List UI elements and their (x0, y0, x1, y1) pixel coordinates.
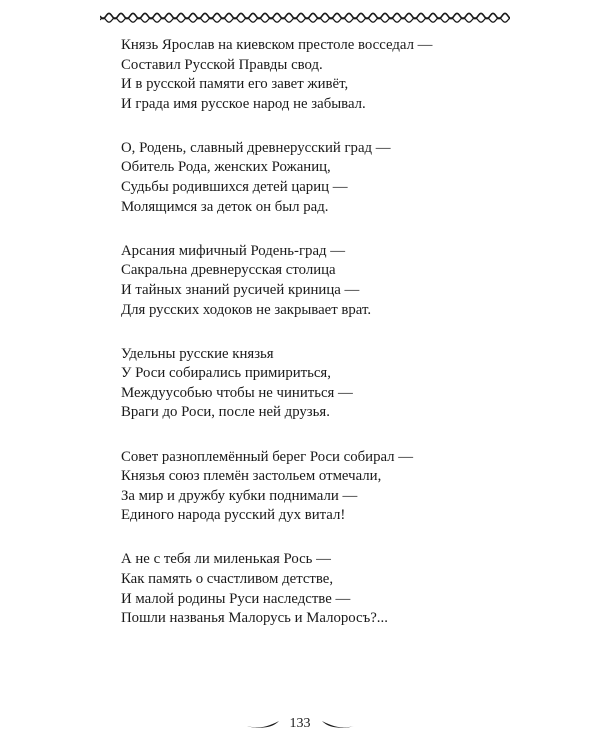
poem-line: И тайных знаний русичей криница — (121, 281, 360, 298)
poem-line: И в русской памяти его завет живёт, (121, 76, 349, 93)
stanza (121, 345, 521, 423)
poem-line: Составил Русской Правды свод. (121, 56, 323, 73)
poem-line: Сакральна древнерусская столица (121, 262, 336, 279)
poem-line: Молящимся за деток он был рад. (121, 198, 329, 215)
stanza (121, 550, 521, 628)
page-number: 133 (289, 716, 311, 731)
poem-line: Враги до Роси, после ней друзья. (121, 404, 330, 421)
swash-right-ornament (321, 719, 355, 729)
stanza (121, 36, 521, 114)
poem-line: Пошли названья Малорусь и Малоросъ?... (121, 610, 388, 627)
stanza (121, 448, 521, 526)
poem-line: Обитель Рода, женских Рожаниц, (121, 159, 331, 176)
stanza (121, 242, 521, 320)
page-footer (0, 714, 600, 738)
poem-line: Междуусобью чтобы не чиниться — (121, 384, 353, 401)
poem-line: Совет разноплемённый берег Роси собирал — (121, 448, 414, 465)
poem-line: Для русских ходоков не закрывает врат. (121, 301, 372, 318)
poem-line: И града имя русское народ не забывал. (121, 95, 366, 112)
swash-left-ornament (246, 719, 280, 729)
poem-line: Князь Ярослав на киевском престоле восседал — (121, 37, 433, 53)
poem-line: У Роси собирались примириться, (121, 365, 331, 382)
poem-line: Князья союз племён застольем отмечали, (121, 468, 382, 485)
poem-line: Удельны русские князья (121, 345, 274, 362)
poem-line: За мир и дружбу кубки поднимали — (121, 487, 358, 504)
poem-line: Судьбы родившихся детей цариц — (121, 179, 348, 196)
wavy-rule-ornament (100, 10, 510, 26)
poem-line: А не с тебя ли миленькая Рось — (121, 551, 331, 568)
poem-line: И малой родины Руси наследстве — (121, 590, 351, 607)
poem-line: Как память о счастливом детстве, (121, 570, 334, 587)
poem-line: Единого народа русский дух витал! (121, 507, 346, 524)
stanza (121, 139, 521, 217)
poem-line: Арсания мифичный Родень-град — (121, 242, 346, 259)
poem-line: О, Родень, славный древнерусский град — (121, 139, 391, 156)
poem (121, 36, 521, 653)
